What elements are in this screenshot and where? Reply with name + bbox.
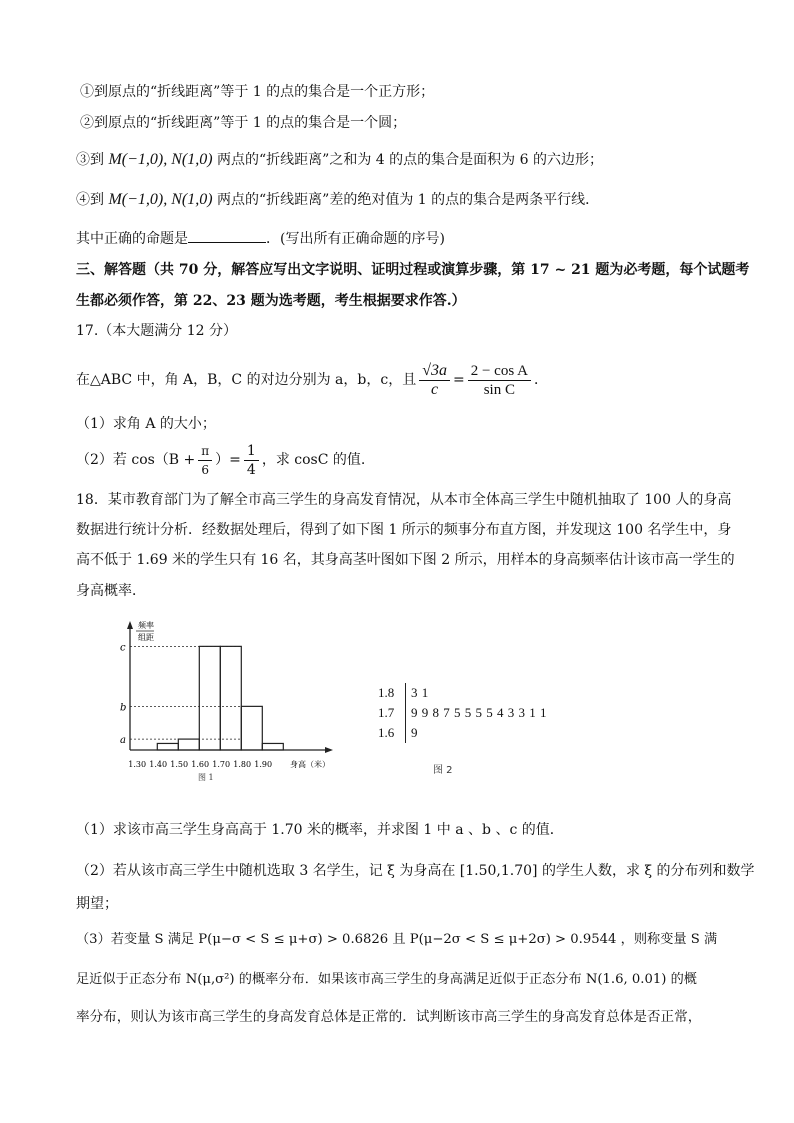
q18-sub3-line3: 率分布，则认为该市高三学生的身高发育总体是正常的．试判断该市高三学生的身高发育总体是否正常， xyxy=(76,1009,702,1025)
value-denominator: 4 xyxy=(246,461,256,478)
fraction-1-numerator: √3a xyxy=(419,362,450,381)
q18-sub2-line1: （2）若从该市高三学生中随机选取 3 名学生，记 ξ 为身高在 [1.50,1.70] 的学生人数，求 ξ 的分布列和数学 xyxy=(76,863,755,879)
xtick-label: 1.80 xyxy=(233,760,252,769)
x-axis-arrow xyxy=(325,747,333,753)
xtick-label: 1.60 xyxy=(191,760,210,769)
q18-line3: 高不低于 1.69 米的学生只有 16 名，其身高茎叶图如下图 2 所示，用样本的身高频率估计该市高一学生的 xyxy=(76,552,735,568)
q17-sub1: （1）求角 A 的大小； xyxy=(76,416,216,432)
xtick-label: 1.40 xyxy=(149,760,168,769)
p4-math: M(−1,0), N(1,0) xyxy=(108,191,213,208)
q18-sub1: （1）求该市高三学生身高高于 1.70 米的概率，并求图 1 中 a 、b 、c 的值． xyxy=(76,822,564,838)
q17-sub2-prefix: （2）若 cos（B + xyxy=(76,452,196,468)
stem-divider xyxy=(405,723,406,743)
ytick-label: a xyxy=(120,735,126,747)
xtick-label: 1.50 xyxy=(170,760,189,769)
q17-stem-end: ． xyxy=(533,372,548,388)
stem-leaf-row xyxy=(378,703,547,723)
q17-stem-text: 在△ABC 中，角 A，B，C 的对边分别为 a，b，c，且 xyxy=(76,372,417,388)
fraction-2-denominator: sin C xyxy=(483,381,515,398)
q18-sub3-line1: （3）若变量 S 满足 P(μ−σ < S ≤ μ+σ) > 0.6826 且 P(μ−2σ < S ≤ μ+2σ) > 0.9544 ，则称变量 S 满 xyxy=(76,932,718,947)
pi-numerator: π xyxy=(198,442,212,461)
stem-leaf-row xyxy=(378,723,418,743)
answer-line xyxy=(76,228,445,249)
value-numerator: 1 xyxy=(244,442,259,461)
q17-equals: = xyxy=(452,372,465,388)
q17-fraction-2 xyxy=(468,362,531,399)
leaves: 9 9 8 7 5 5 5 5 4 3 3 1 1 xyxy=(411,705,547,720)
p3-math: M(−1,0), N(1,0) xyxy=(108,151,213,168)
proposition-1: ①到原点的“折线距离”等于 1 的点的集合是一个正方形； xyxy=(80,84,435,100)
q17-header: 17.（本大题满分 12 分） xyxy=(76,323,237,339)
p3-prefix: ③到 xyxy=(76,152,109,168)
histogram-bar xyxy=(178,739,199,750)
q18-line2: 数据进行统计分析．经数据处理后，得到了如下图 1 所示的频事分布直方图，并发现这 100 名学生中，身 xyxy=(76,522,732,538)
histogram-bar xyxy=(220,646,241,750)
section3-line2: 生都必须作答，第 22、23 题为选考题，考生根据要求作答.） xyxy=(76,293,466,309)
q17-sub2 xyxy=(76,440,365,480)
ylabel-bottom: 组距 xyxy=(138,633,154,642)
q18-line4: 身高概率． xyxy=(76,583,146,599)
stem-divider xyxy=(405,703,406,723)
ytick-label: b xyxy=(120,702,127,714)
histogram-figure-1 xyxy=(100,615,360,795)
leaves: 3 1 xyxy=(411,685,429,700)
stem-leaf-row xyxy=(378,683,429,703)
histogram-bar xyxy=(157,743,178,750)
ylabel-top: 频率 xyxy=(138,621,154,630)
stem: 1.7 xyxy=(378,705,395,720)
proposition-3 xyxy=(76,150,603,170)
answer-prefix: 其中正确的命题是 xyxy=(76,231,188,247)
q17-sub2-frac-value xyxy=(244,442,259,479)
q17-sub2-frac-pi xyxy=(198,442,212,479)
histogram-bar xyxy=(241,706,262,750)
q18-sub2-line2: 期望； xyxy=(76,896,118,912)
histogram-bar xyxy=(262,743,283,750)
section3-line1: 三、解答题（共 70 分，解答应写出文字说明、证明过程或演算步骤，第 17 ~ 21 题为必考题，每个试题考 xyxy=(76,262,750,278)
histogram-bar xyxy=(199,646,220,750)
proposition-2: ②到原点的“折线距离”等于 1 的点的集合是一个圆； xyxy=(80,115,407,131)
q17-fraction-1 xyxy=(419,362,450,399)
ytick-label: c xyxy=(120,642,126,654)
fraction-2-numerator: 2 − cos A xyxy=(468,362,531,381)
p3-suffix: 两点的“折线距离”之和为 4 的点的集合是面积为 6 的六边形； xyxy=(212,152,603,168)
q17-sub2-mid: ）= xyxy=(215,452,241,468)
figure-2-caption: 图 2 xyxy=(433,765,453,776)
stem-divider xyxy=(405,683,406,703)
answer-blank[interactable] xyxy=(188,228,266,243)
xtick-label: 1.70 xyxy=(212,760,231,769)
stem-leaf-figure-2 xyxy=(378,683,608,793)
xtick-label: 1.30 xyxy=(128,760,147,769)
chart-title: 图 1 xyxy=(198,773,214,782)
y-axis-arrow xyxy=(127,621,133,629)
q18-line1: 18．某市教育部门为了解全市高三学生的身高发育情况，从本市全体高三学生中随机抽取了 100 人的身高 xyxy=(76,492,732,508)
proposition-4 xyxy=(76,190,599,210)
stem: 1.8 xyxy=(378,685,395,700)
xlabel: 身高（米） xyxy=(290,760,330,769)
answer-suffix: ．(写出所有正确命题的序号) xyxy=(266,231,445,247)
leaves: 9 xyxy=(411,725,418,740)
q17-stem xyxy=(76,358,548,402)
xtick-label: 1.90 xyxy=(254,760,273,769)
stem: 1.6 xyxy=(378,725,395,740)
p4-prefix: ④到 xyxy=(76,192,109,208)
q18-sub3-line2: 足近似于正态分布 N(μ,σ²) 的概率分布．如果该市高三学生的身高满足近似于正态分布 N(1.6, 0.01) 的概 xyxy=(76,972,697,987)
p4-suffix: 两点的“折线距离”差的绝对值为 1 的点的集合是两条平行线． xyxy=(212,192,600,208)
pi-denominator: 6 xyxy=(201,462,210,477)
fraction-1-denominator: c xyxy=(431,380,439,398)
q17-sub2-suffix: ，求 cosC 的值. xyxy=(261,452,366,468)
